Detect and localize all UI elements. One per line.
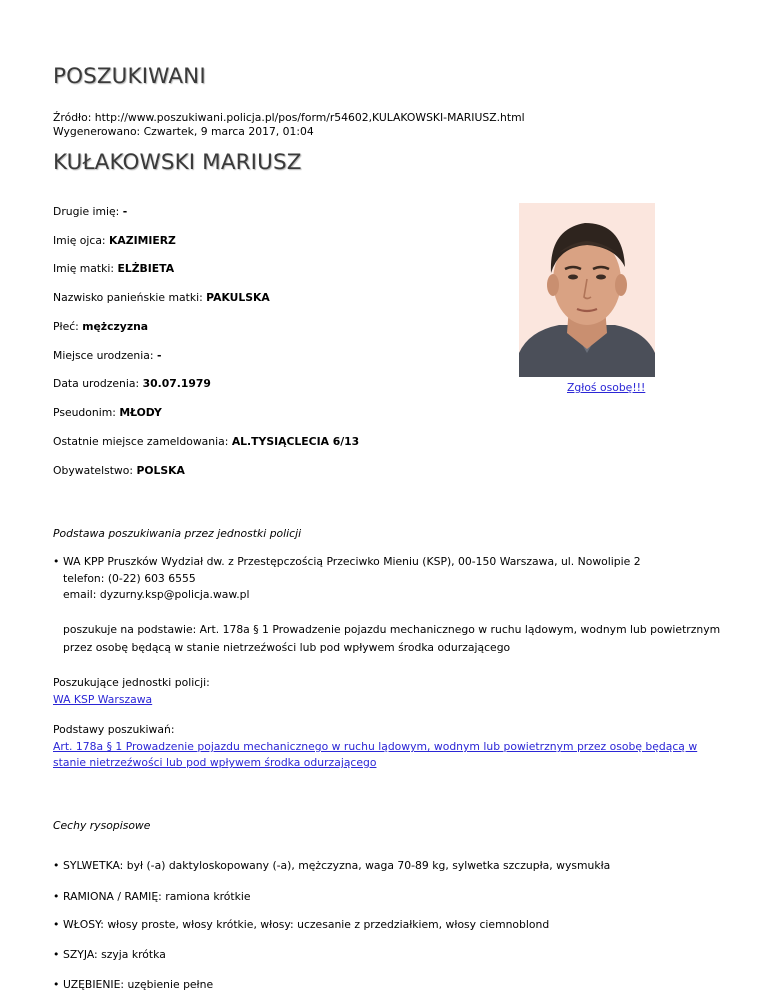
portrait-image [519,203,655,377]
field-label: Data urodzenia: [53,377,143,390]
field-label: Nazwisko panieńskie matki: [53,291,207,304]
field-mother-maiden-name [53,291,270,304]
searching-unit-link-text[interactable]: WA KSP Warszawa [53,693,153,706]
field-label: Imię ojca: [53,234,110,247]
report-person-link[interactable] [567,381,645,394]
field-value: KAZIMIERZ [109,234,176,247]
grounds-label: Podstawy poszukiwań: [53,723,175,736]
feature-item: • UZĘBIENIE: uzębienie pełne [53,978,768,991]
field-value: POLSKA [136,464,185,477]
field-nickname [53,406,162,419]
grounds-link[interactable] [53,740,697,753]
basis-legal-line-1: poszukuje na podstawie: Art. 178a § 1 Prowadzenie pojazdu mechanicznego w ruchu lądowym, wodnym lub powietrznym [63,623,721,636]
basis-legal-line-2: przez osobę będącą w stanie nietrzeźwości lub pod wpływem środka odurzającego [63,641,511,654]
basis-phone: telefon: (0-22) 603 6555 [63,572,196,585]
basis-heading: Podstawa poszukiwania przez jednostki policji [53,527,302,540]
field-label: Płeć: [53,320,83,333]
field-value: PAKULSKA [206,291,270,304]
report-person-link-text[interactable]: Zgłoś osobę!!! [567,381,646,394]
field-value: - [122,205,128,218]
field-value: 30.07.1979 [142,377,211,390]
field-value: mężczyzna [82,320,149,333]
field-value: AL.TYSIĄCLECIA 6/13 [231,435,360,448]
searching-unit-link[interactable] [53,693,152,706]
person-photo [519,203,655,377]
field-value: MŁODY [119,406,162,419]
field-birthplace [53,349,161,362]
grounds-link-cont[interactable] [53,756,376,769]
feature-item: • SYLWETKA: był (-a) daktyloskopowany (-a), mężczyzna, waga 70-89 kg, sylwetka szczupła, wysmukła [53,859,768,872]
field-label: Miejsce urodzenia: [53,349,157,362]
feature-item: • SZYJA: szyja krótka [53,948,768,961]
generated-date: Wygenerowano: Czwartek, 9 marca 2017, 01:04 [53,125,314,138]
field-birth-date [53,377,211,390]
field-label: Drugie imię: [53,205,123,218]
field-father-name [53,234,176,247]
field-last-address [53,435,359,448]
field-label: Pseudonim: [53,406,120,419]
field-sex [53,320,148,333]
field-value: - [156,349,162,362]
field-label: Obywatelstwo: [53,464,137,477]
basis-email: email: dyzurny.ksp@policja.waw.pl [63,588,250,601]
features-heading: Cechy rysopisowe [53,819,151,832]
source-url: Źródło: http://www.poszukiwani.policja.pl/pos/form/r54602,KULAKOWSKI-MARIUSZ.html [53,111,525,124]
feature-item: • WŁOSY: włosy proste, włosy krótkie, włosy: uczesanie z przedziałkiem, włosy ciemnoblond [53,918,768,931]
basis-unit-line: • WA KPP Pruszków Wydział dw. z Przestępczością Przeciwko Mieniu (KSP), 00-150 Warszawa, ul. Nowolipie 2 [53,555,768,568]
grounds-link-line-1[interactable]: Art. 178a § 1 Prowadzenie pojazdu mechanicznego w ruchu lądowym, wodnym lub powietrznym przez osobę będącą w [53,740,698,753]
field-label: Ostatnie miejsce zameldowania: [53,435,232,448]
feature-item: • RAMIONA / RAMIĘ: ramiona krótkie [53,890,768,903]
person-name: KUŁAKOWSKI MARIUSZ [53,150,302,175]
searching-units-label: Poszukujące jednostki policji: [53,676,210,689]
field-citizenship [53,464,185,477]
field-mother-name [53,262,174,275]
field-value: ELŻBIETA [117,262,175,275]
page-title: POSZUKIWANI [53,64,206,89]
field-label: Imię matki: [53,262,118,275]
grounds-link-line-2[interactable]: stanie nietrzeźwości lub pod wpływem środka odurzającego [53,756,377,769]
field-second-name [53,205,127,218]
